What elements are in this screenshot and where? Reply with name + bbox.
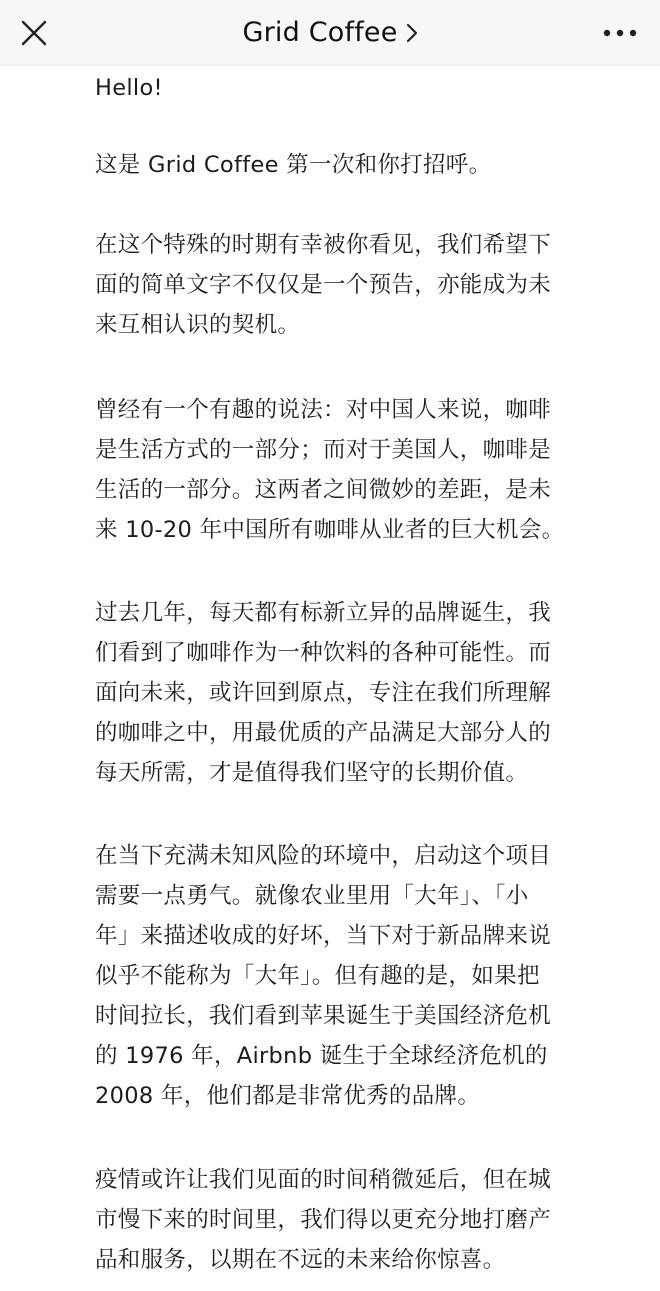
paragraph-courage: 在当下充满未知风险的环境中，启动这个项目 需要一点勇气。就像农业里用「大年」、「小 年」来描述收成的好坏，当下对于新品牌来说 似乎不能称为「大年」。但有趣的是，如果把 时间拉长，我们看到苹果诞生于美国经济危机 的 1976 年，Airbnb 诞生于全球经济危机的 2008 年，他们都是非常优秀的品牌。 bbox=[95, 843, 552, 1109]
paragraph-coffee-lifestyle: 曾经有一个有趣的说法：对中国人来说，咖啡 是生活方式的一部分；而对于美国人，咖啡是 生活的一部分。这两者之间微妙的差距，是未 来 10-20 年中国所有咖啡从业者的巨大机会。 bbox=[95, 397, 565, 543]
more-options-button[interactable] bbox=[598, 13, 642, 53]
paragraph-opportunity: 在这个特殊的时期有幸被你看见，我们希望下 面的简单文字不仅仅是一个预告，亦能成为未 来互相认识的契机。 bbox=[95, 232, 552, 338]
close-icon bbox=[21, 20, 47, 46]
paragraph-future: 疫情或许让我们见面的时间稍微延后，但在城 市慢下来的时间里，我们得以更充分地打磨产 品和服务，以期在不远的未来给你惊喜。 bbox=[95, 1167, 552, 1273]
paragraph-brands: 过去几年，每天都有标新立异的品牌诞生，我 们看到了咖啡作为一种饮料的各种可能性。而 面向未来，或许回到原点，专注在我们所理解 的咖啡之中，用最优质的产品满足大部分人的 每天所需，才是值得我们坚守的长期价值。 bbox=[95, 600, 552, 786]
page-title: Grid Coffee bbox=[242, 17, 398, 48]
chevron-right-icon bbox=[406, 23, 418, 43]
top-nav-bar bbox=[0, 0, 660, 66]
paragraph-intro: 这是 Grid Coffee 第一次和你打招呼。 bbox=[95, 152, 492, 178]
close-button[interactable] bbox=[14, 13, 54, 53]
more-horizontal-icon bbox=[603, 29, 637, 37]
account-title-link[interactable] bbox=[242, 17, 417, 48]
greeting-text: Hello! bbox=[95, 75, 163, 101]
